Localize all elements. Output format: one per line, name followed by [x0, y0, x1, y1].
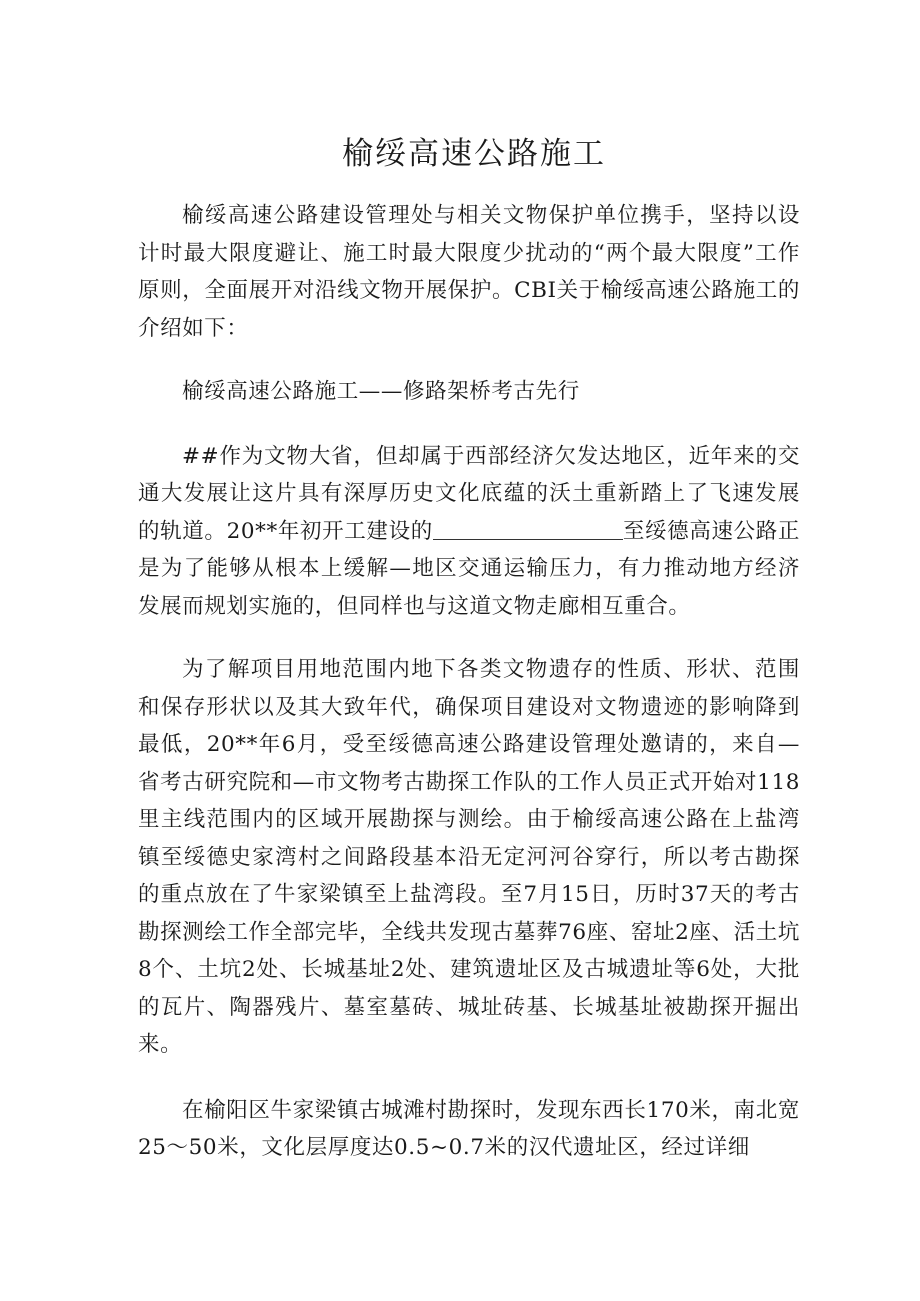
fill-in-blank	[433, 519, 623, 540]
intro-paragraph: 榆绥高速公路建设管理处与相关文物保护单位携手，坚持以设计时最大限度避让、施工时最大限度少扰动的“两个最大限度”工作原则，全面展开对沿线文物开展保护。CBI关于榆绥高速公路施工的介绍如下：	[138, 203, 800, 341]
survey-paragraph: 为了解项目用地范围内地下各类文物遗存的性质、形状、范围和保存形状以及其大致年代，确保项目建设对文物遗迹的影响降到最低，20**年6月，受至绥德高速公路建设管理处邀请的，来自—省考古研究院和—市文物考古勘探工作队的工作人员正式开始对118里主线范围内的区域开展勘探与测绘。由于榆绥高速公路在上盐湾镇至绥德史家湾村之间路段基本沿无定河河谷穿行，所以考古勘探的重点放在了牛家梁镇至上盐湾段。至7月15日，历时37天的考古勘探测绘工作全部完毕，全线共发现古墓葬76座、窑址2座、活土坑8个、土坑2处、长城基址2处、建筑遗址区及古城遗址等6处，大批的瓦片、陶器残片、墓室墓砖、城址砖基、长城基址被勘探开掘出来。	[138, 657, 800, 1057]
subtitle-paragraph: 榆绥高速公路施工——修路架桥考古先行	[182, 379, 580, 404]
background-text-start: ##作为文物大省，但却属于西部经济欠发达地区，近年来的交通大发展让这片具有深厚历史文化底蕴的沃土重新踏上了飞速发展的轨道。20**年初开工建设的	[138, 443, 800, 544]
document-title: 榆绥高速公路施工	[342, 136, 606, 172]
discovery-paragraph: 在榆阳区牛家梁镇古城滩村勘探时，发现东西长170米，南北宽25～50米，文化层厚度达0.5~0.7米的汉代遗址区，经过详细	[138, 1097, 800, 1160]
background-paragraph	[138, 438, 800, 626]
background-text-end: 至绥德高速公路正是为了能够从根本上缓解—地区交通运输压力，有力推动地方经济发展而规划实施的，但同样也与这道文物走廊相互重合。	[138, 518, 800, 619]
